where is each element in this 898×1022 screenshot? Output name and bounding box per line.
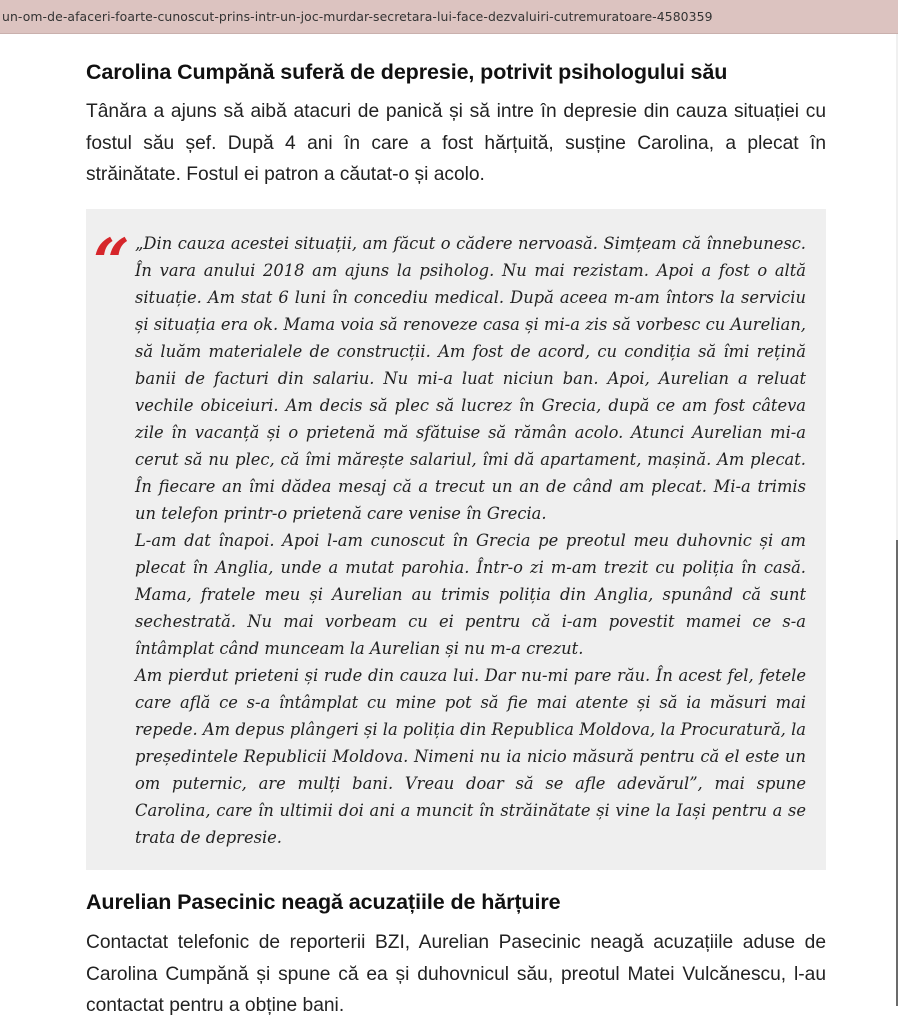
quote-paragraph-2: L-am dat înapoi. Apoi l-am cunoscut în Grecia pe preotul meu duhovnic și am plecat în Anglia, unde a mutat parohia. Într-o zi m-am trezit cu poliția în casă. Mama, fratele meu și Aurelian au trimis poliția din Anglia, spunând că sunt sechestrată. Nu mai vorbeam cu ei pentru că i-am povestit mamei ce s-a întâmplat când munceam la Aurelian și nu m-a crezut. [135,531,806,658]
section-paragraph-depression: Tânăra a ajuns să aibă atacuri de panică și să intre în depresie din cauza situației cu fostul său șef. După 4 ani în care a fost hărțuită, susține Carolina, a plecat în străinătate. Fostul ei patron a căutat-o și acolo. [86,101,826,185]
quote-mark-icon: “ [93,225,130,300]
quote-paragraph-3: Am pierdut prieteni și rude din cauza lui. Dar nu-mi pare rău. În acest fel, fetele care află ce s-a întâmplat cu mine pot să fie mai atente și să ia măsuri mai repede. Am depus plângeri și la poliția din Republica Moldova, la Procuratură, la președintele Republicii Moldova. Nimeni nu ia nicio măsură pentru că el este un om puternic, are mulți bani. Vreau doar să se afle adevărul”, mai spune Carolina, care în ultimii doi ani a muncit în străinătate și vine la Iași pentru a se trata de depresie. [135,666,806,847]
testimony-blockquote [86,209,826,870]
section-heading-denial: Aurelian Pasecinic neagă acuzațiile de hărțuire [86,890,561,914]
section-paragraph-denial: Contactat telefonic de reporterii BZI, Aurelian Pasecinic neagă acuzațiile aduse de Carolina Cumpănă și spune că ea și duhovnicul său, preotul Matei Vulcănescu, l-au contactat pentru a obține bani. [86,932,826,1016]
address-bar[interactable] [0,0,898,34]
section-heading-depression: Carolina Cumpănă suferă de depresie, potrivit psihologului său [86,60,728,84]
url-text: un-om-de-afaceri-foarte-cunoscut-prins-intr-un-joc-murdar-secretara-lui-face-dezvaluiri-cutremuratoare-4580359 [2,9,713,24]
quote-paragraph-1: „Din cauza acestei situații, am făcut o cădere nervoasă. Simțeam că înnebunesc. În vara anului 2018 am ajuns la psiholog. Nu mai rezistam. Apoi a fost o altă situație. Am stat 6 luni în concediu medical. După aceea m-am întors la serviciu și situația era ok. Mama voia să renoveze casa și mi-a zis să vorbesc cu Aurelian, să luăm materialele de construcții. Am fost de acord, cu condiția să îmi rețină banii de facturi din salariu. Nu mi-a luat niciun ban. Apoi, Aurelian a reluat vechile obiceiuri. Am decis să plec să lucrez în Grecia, după ce am fost câteva zile în vacanță și o prietenă mă sfătuise să rămân acolo. Atunci Aurelian mi-a cerut să nu plec, că îmi mărește salariul, îmi dă apartament, mașină. Am plecat. În fiecare an îmi dădea mesaj că a trecut un an de când am plecat. Mi-a trimis un telefon printr-o prietenă care venise în Grecia. [135,234,806,523]
